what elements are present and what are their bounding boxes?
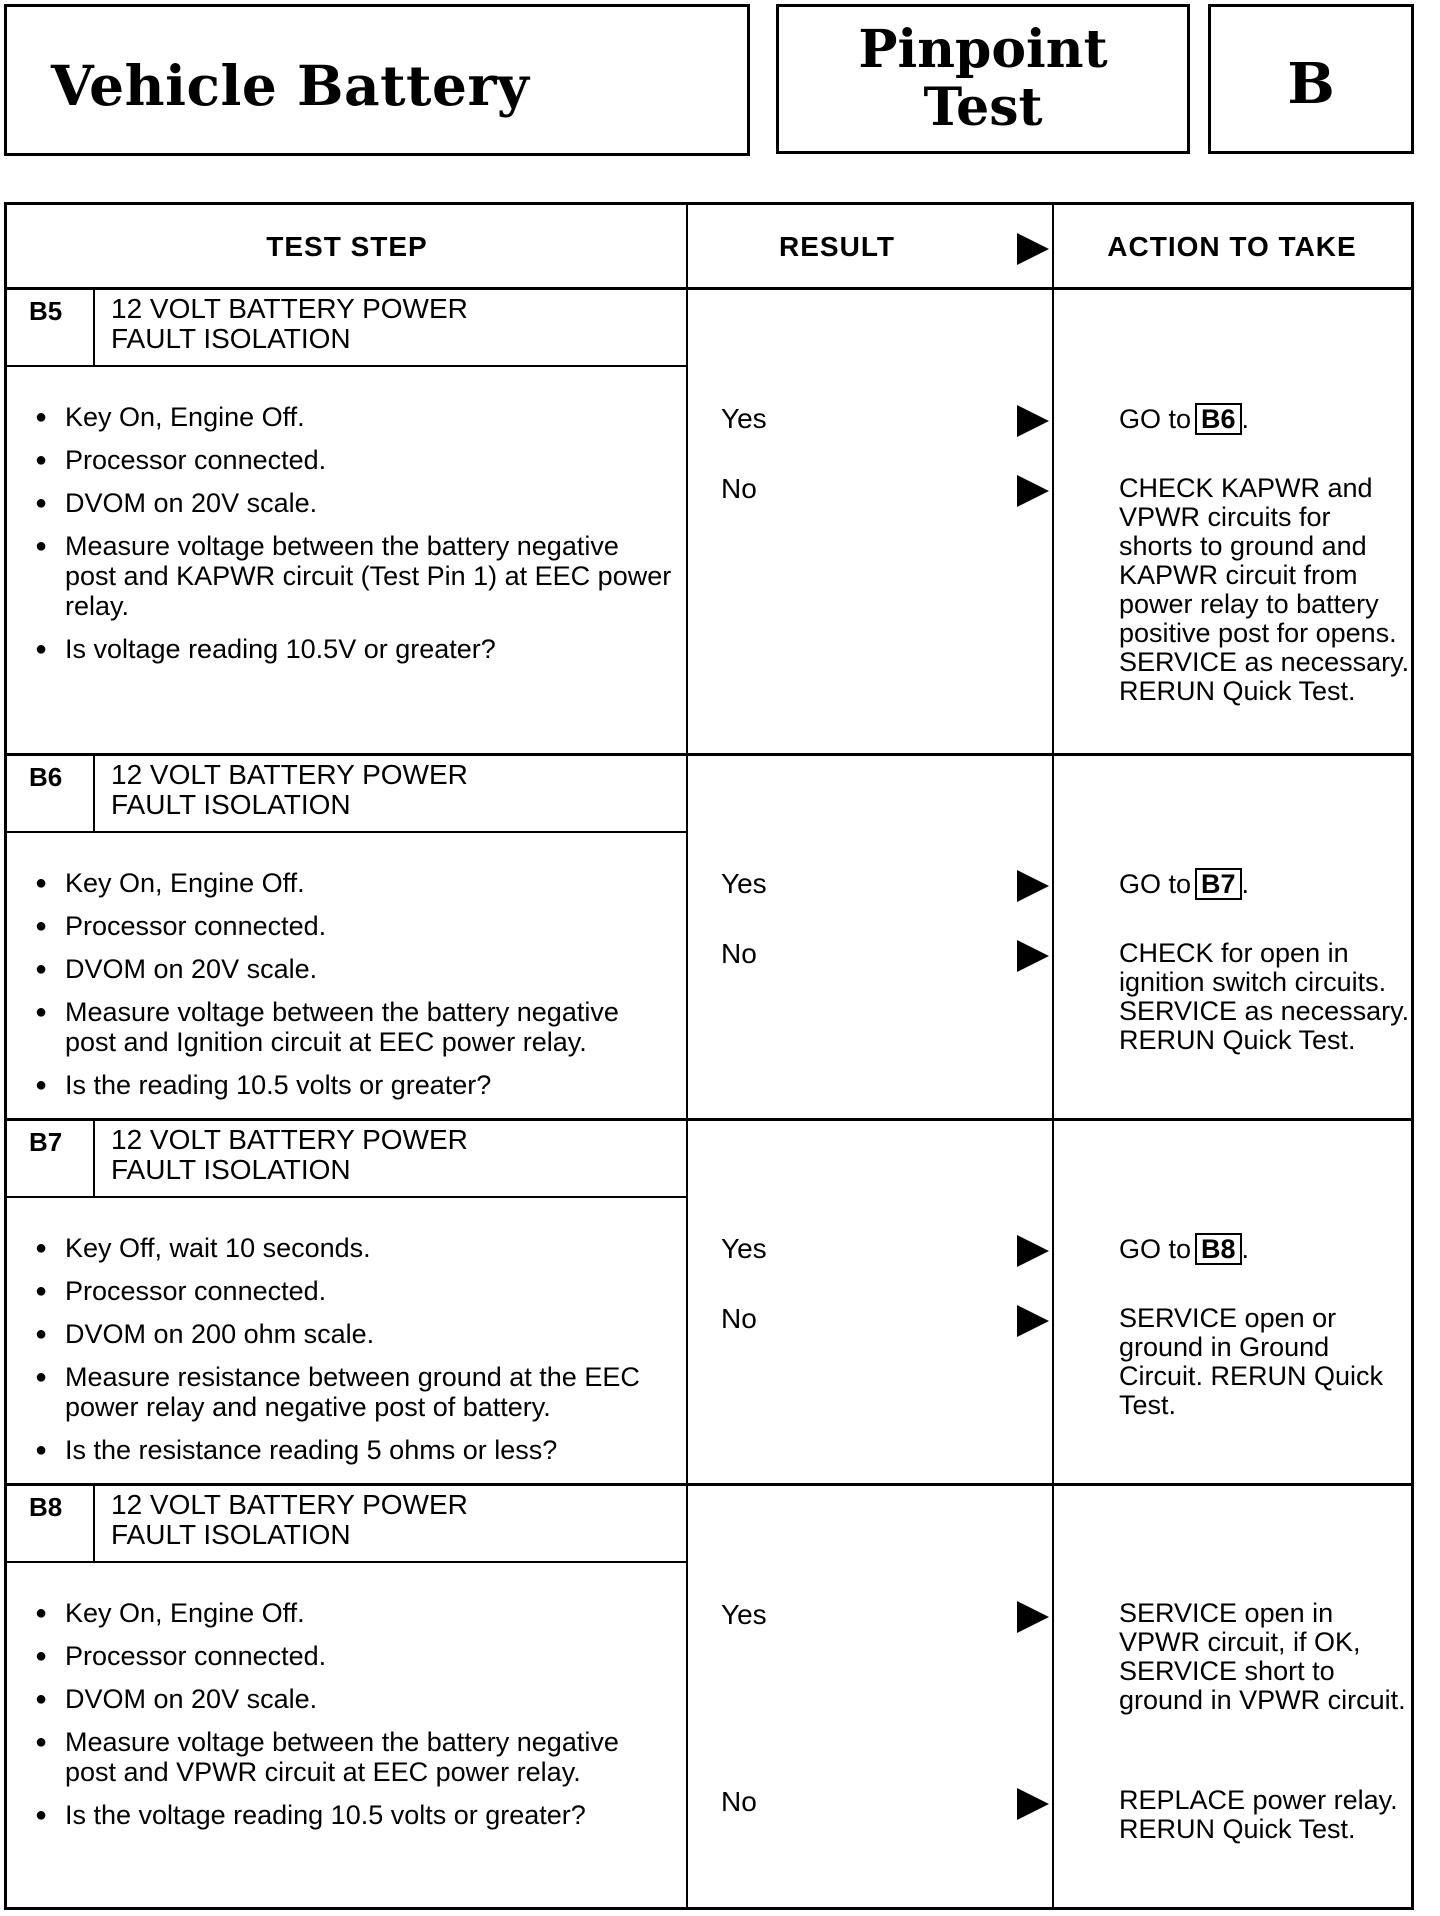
instruction: ● DVOM on 20V scale. [35, 1684, 675, 1714]
step-id-divider [93, 756, 95, 831]
goto-label: GO to [1119, 404, 1192, 434]
test-step-b7 [7, 1121, 1411, 1483]
step-ref-b8[interactable]: B8 [1195, 1233, 1242, 1265]
goto-period: . [1241, 869, 1250, 899]
action-no: REPLACE power relay. RERUN Quick Test. [1119, 1785, 1398, 1844]
arrow-icon [1017, 405, 1049, 437]
result-no: No [721, 1303, 757, 1334]
arrow-icon [1017, 1788, 1049, 1820]
step-id: B8 [29, 1492, 63, 1522]
action-no: SERVICE open or ground in Ground Circuit. RERUN Quick Test. [1119, 1303, 1384, 1420]
action-no: CHECK for open in ignition switch circuits. SERVICE as necessary. RERUN Quick Test. [1119, 938, 1410, 1055]
step-id-divider [93, 1121, 95, 1196]
title-box [4, 4, 750, 156]
action-yes [1119, 403, 1411, 435]
instruction: ● Processor connected. [35, 1641, 675, 1671]
step-instructions [35, 402, 675, 677]
arrow-icon [1017, 475, 1049, 507]
step-ref-b6[interactable]: B6 [1195, 403, 1242, 435]
result-yes: Yes [721, 868, 767, 899]
step-instructions [35, 868, 675, 1113]
instruction: ● Measure voltage between the battery negative post and KAPWR circuit (Test Pin 1) at EEC power relay. [35, 531, 675, 621]
action-no: CHECK KAPWR and VPWR circuits for shorts to ground and KAPWR circuit from power relay to battery positive post for opens. SERVICE as necessary. RERUN Quick Test. [1119, 473, 1410, 706]
result-yes: Yes [721, 403, 767, 434]
step-id-divider [93, 290, 95, 365]
step-id: B6 [29, 762, 63, 792]
test-step-b6 [7, 756, 1411, 1118]
arrow-icon [1017, 1235, 1049, 1267]
goto-period: . [1241, 404, 1250, 434]
test-table [4, 202, 1414, 1910]
test-type-label: Pinpoint Test [858, 19, 1108, 138]
step-header [7, 1486, 687, 1563]
step-id: B7 [29, 1127, 63, 1157]
arrow-icon [1017, 870, 1049, 902]
arrow-icon [1017, 1601, 1049, 1633]
result-yes: Yes [721, 1233, 767, 1264]
step-instructions [35, 1598, 675, 1843]
test-code-box [1208, 4, 1414, 154]
step-title: 12 VOLT BATTERY POWER FAULT ISOLATION [111, 759, 468, 820]
instruction: ● DVOM on 20V scale. [35, 488, 675, 518]
step-header [7, 290, 687, 367]
instruction: ● DVOM on 20V scale. [35, 954, 675, 984]
arrow-icon [1017, 940, 1049, 972]
goto-label: GO to [1119, 869, 1192, 899]
goto-period: . [1241, 1234, 1250, 1264]
result-no: No [721, 938, 757, 969]
instruction: ● Measure voltage between the battery negative post and VPWR circuit at EEC power relay. [35, 1727, 675, 1787]
goto-label: GO to [1119, 1234, 1192, 1264]
action-yes [1119, 1233, 1411, 1265]
test-step-b5 [7, 290, 1411, 753]
header-result: RESULT [779, 231, 895, 262]
step-title: 12 VOLT BATTERY POWER FAULT ISOLATION [111, 1124, 468, 1185]
step-ref-b7[interactable]: B7 [1195, 868, 1242, 900]
arrow-icon [1017, 1305, 1049, 1337]
step-header [7, 756, 687, 833]
result-yes: Yes [721, 1599, 767, 1630]
step-title: 12 VOLT BATTERY POWER FAULT ISOLATION [111, 293, 468, 354]
step-id-divider [93, 1486, 95, 1561]
test-type-box [776, 4, 1190, 154]
instruction: ● Measure voltage between the battery negative post and Ignition circuit at EEC power relay. [35, 997, 675, 1057]
instruction: ● Key On, Engine Off. [35, 868, 675, 898]
step-instructions [35, 1233, 675, 1478]
header-test-step: TEST STEP [266, 231, 428, 262]
test-code: B [1287, 51, 1335, 117]
instruction: ● Is the voltage reading 10.5 volts or greater? [35, 1800, 675, 1830]
result-no: No [721, 473, 757, 504]
header-arrow-icon [1017, 233, 1049, 265]
test-step-b8 [7, 1486, 1411, 1907]
instruction: ● Key On, Engine Off. [35, 1598, 675, 1628]
page-title: Vehicle Battery [51, 53, 530, 118]
header-action: ACTION TO TAKE [1107, 231, 1357, 262]
instruction: ● Processor connected. [35, 911, 675, 941]
instruction: ● Is the resistance reading 5 ohms or less? [35, 1435, 675, 1465]
instruction: ● Key On, Engine Off. [35, 402, 675, 432]
step-header [7, 1121, 687, 1198]
action-yes [1119, 868, 1411, 900]
action-yes: SERVICE open in VPWR circuit, if OK, SERVICE short to ground in VPWR circuit. [1119, 1598, 1406, 1715]
instruction: ● Is the reading 10.5 volts or greater? [35, 1070, 675, 1100]
instruction: ● Measure resistance between ground at the EEC power relay and negative post of battery. [35, 1362, 675, 1422]
instruction: ● Key Off, wait 10 seconds. [35, 1233, 675, 1263]
instruction: ● Processor connected. [35, 1276, 675, 1306]
instruction: ● DVOM on 200 ohm scale. [35, 1319, 675, 1349]
result-no: No [721, 1786, 757, 1817]
step-title: 12 VOLT BATTERY POWER FAULT ISOLATION [111, 1489, 468, 1550]
instruction: ● Is voltage reading 10.5V or greater? [35, 634, 675, 664]
instruction: ● Processor connected. [35, 445, 675, 475]
step-id: B5 [29, 296, 63, 326]
